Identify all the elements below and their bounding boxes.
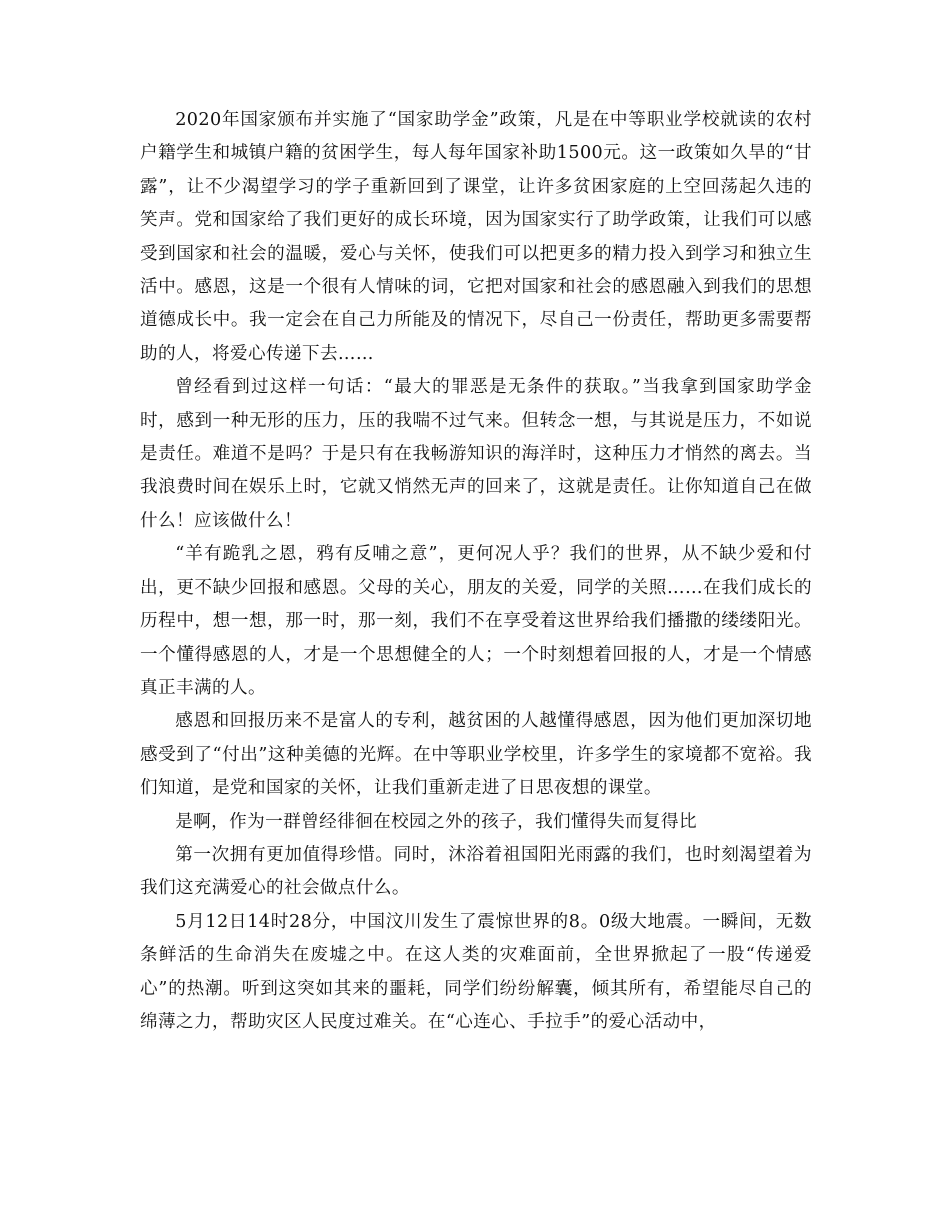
paragraph-2: 曾经看到过这样一句话：“最大的罪恶是无条件的获取。”当我拿到国家助学金时，感到一种无形的压力，压的我喘不过气来。但转念一想，与其说是压力，不如说是责任。难道不是吗？于是只有在我畅游知识的海洋时，这种压力才悄然的离去。当我浪费时间在娱乐上时，它就又悄然无声的回来了，这就是责任。让你知道自己在做什么！应该做什么！ <box>140 377 812 531</box>
paragraph-4: 感恩和回报历来不是富人的专利，越贫困的人越懂得感恩，因为他们更加深切地感受到了“付出”这种美德的光辉。在中等职业学校里，许多学生的家境都不宽裕。我们知道，是党和国家的关怀，让我们重新走进了日思夜想的课堂。 <box>140 711 812 799</box>
paragraph-3: “羊有跪乳之恩，鸦有反哺之意”，更何况人乎？我们的世界，从不缺少爱和付出，更不缺少回报和感恩。父母的关心，朋友的关爱，同学的关照……在我们成长的历程中，想一想，那一时，那一刻，我们不在享受着这世界给我们播撒的缕缕阳光。一个懂得感恩的人，才是一个思想健全的人；一个时刻想着回报的人，才是一个情感真正丰满的人。 <box>140 544 812 698</box>
paragraph-5: 是啊，作为一群曾经徘徊在校园之外的孩子，我们懂得失而复得比 <box>175 811 698 832</box>
paragraph-6: 第一次拥有更加值得珍惜。同时，沐浴着祖国阳光雨露的我们，也时刻渴望着为我们这充满爱心的社会做点什么。 <box>140 844 812 899</box>
document-body <box>140 104 812 1039</box>
paragraph-1: 2020年国家颁布并实施了“国家助学金”政策，凡是在中等职业学校就读的农村户籍学生和城镇户籍的贫困学生，每人每年国家补助1500元。这一政策如久旱的“甘露”，让不少渴望学习的学子重新回到了课堂，让许多贫困家庭的上空回荡起久违的笑声。党和国家给了我们更好的成长环境，因为国家实行了助学政策，让我们可以感受到国家和社会的温暖，爱心与关怀，使我们可以把更多的精力投入到学习和独立生活中。感恩，这是一个很有人情味的词，它把对国家和社会的感恩融入到我们的思想道德成长中。我一定会在自己力所能及的情况下，尽自己一份责任，帮助更多需要帮助的人，将爱心传递下去…… <box>140 110 812 364</box>
paragraph-7: 5月12日14时28分，中国汶川发生了震惊世界的8。0级大地震。一瞬间，无数条鲜活的生命消失在废墟之中。在这人类的灾难面前，全世界掀起了一股“传递爱心”的热潮。听到这突如其来的噩耗，同学们纷纷解囊，倾其所有，希望能尽自己的绵薄之力，帮助灾区人民度过难关。在“心连心、手拉手”的爱心活动中， <box>140 911 812 1032</box>
